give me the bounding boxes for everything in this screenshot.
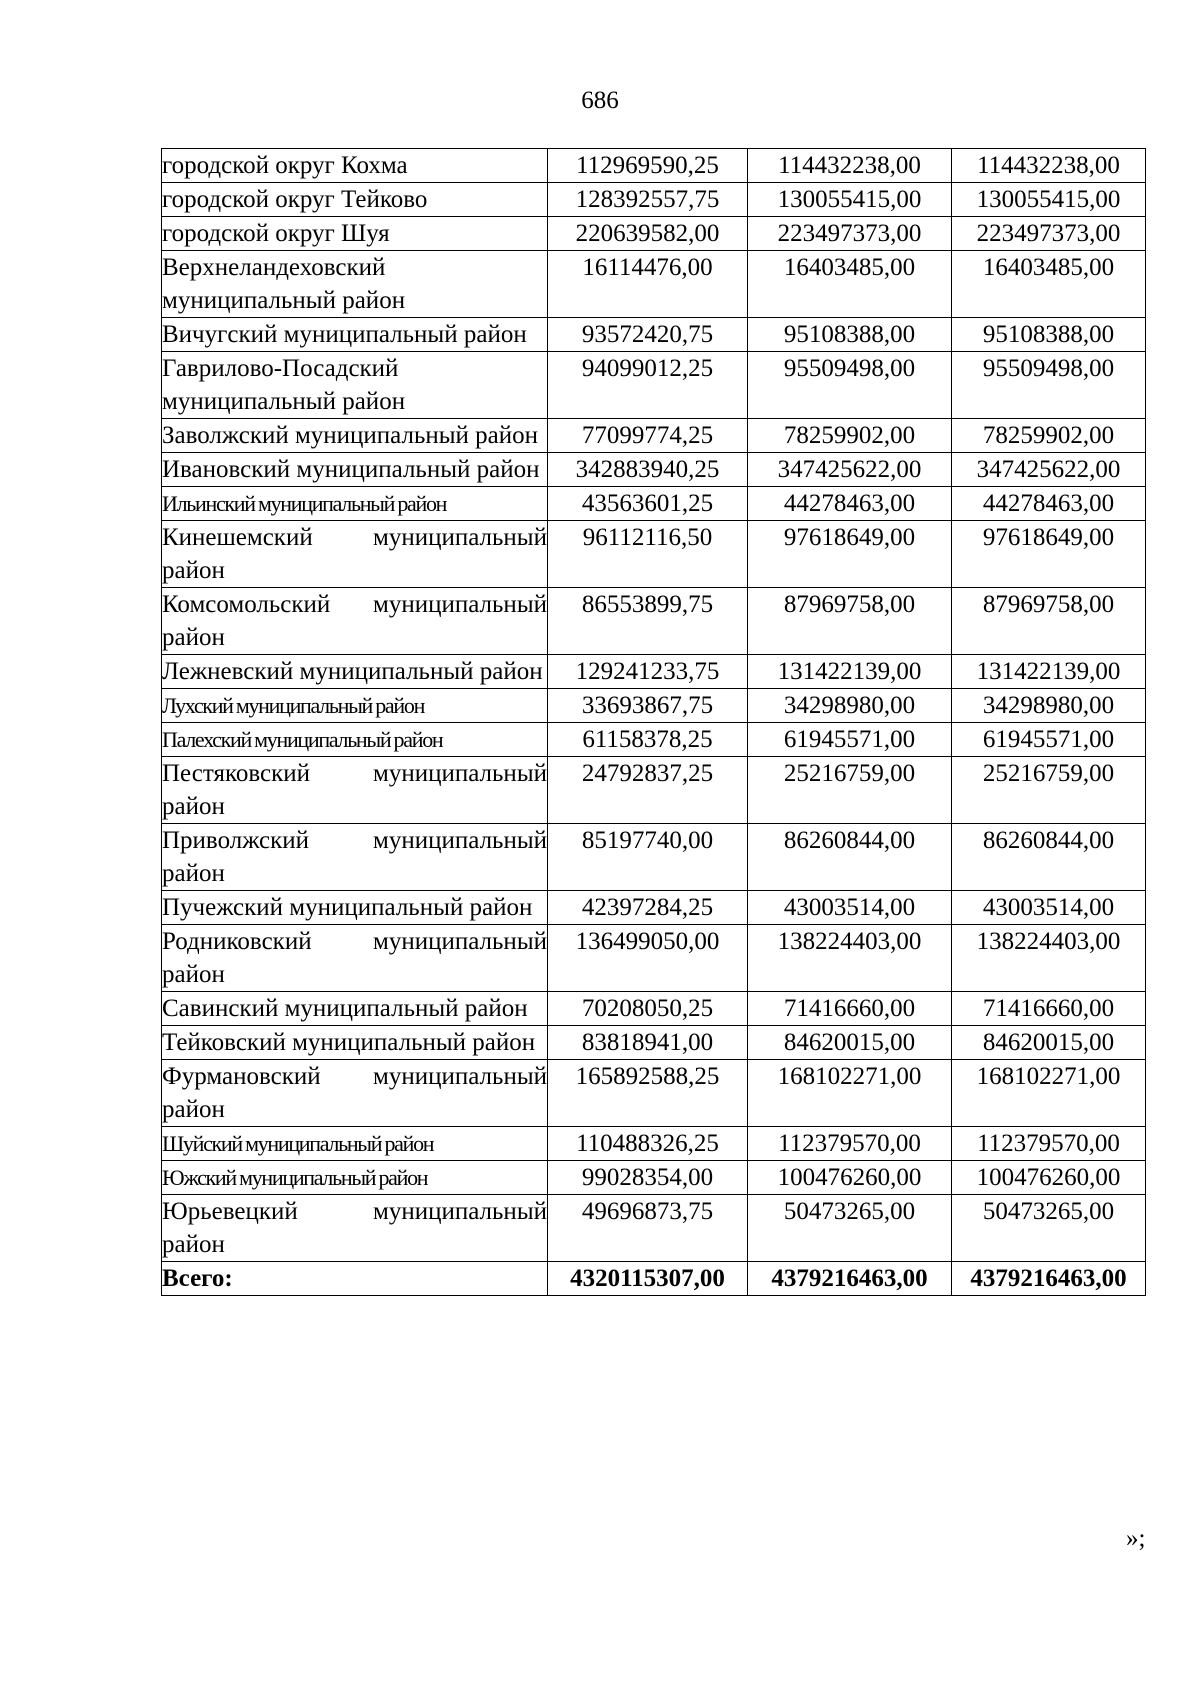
table-row: [162, 419, 1146, 453]
value-2: 61945571,00: [748, 723, 952, 757]
value-3: 114432238,00: [952, 149, 1146, 183]
total-label: Всего:: [162, 1262, 548, 1296]
table-row: [162, 824, 1146, 891]
value-3: 84620015,00: [952, 1026, 1146, 1060]
table-row: [162, 891, 1146, 925]
total-value-2: 4379216463,00: [748, 1262, 952, 1296]
value-2: 43003514,00: [748, 891, 952, 925]
value-2: 87969758,00: [748, 588, 952, 655]
total-row: [162, 1262, 1146, 1296]
municipality-name: Ивановский муниципальный район: [162, 453, 548, 487]
municipality-name: Гаврилово-Посадский муниципальный район: [162, 352, 548, 419]
municipality-name: Комсомольский муниципальный район: [162, 588, 548, 655]
value-3: 71416660,00: [952, 992, 1146, 1026]
value-1: 128392557,75: [548, 183, 748, 217]
table-row: [162, 689, 1146, 723]
value-3: 44278463,00: [952, 487, 1146, 521]
value-2: 95509498,00: [748, 352, 952, 419]
table-row: [162, 183, 1146, 217]
value-3: 138224403,00: [952, 925, 1146, 992]
page-number: 686: [581, 87, 619, 114]
value-3: 95509498,00: [952, 352, 1146, 419]
value-3: 95108388,00: [952, 318, 1146, 352]
value-1: 342883940,25: [548, 453, 748, 487]
value-1: 42397284,25: [548, 891, 748, 925]
municipality-name: Родниковский муниципальный район: [162, 925, 548, 992]
table-row: [162, 521, 1146, 588]
table-row: [162, 723, 1146, 757]
table-row: [162, 655, 1146, 689]
value-1: 61158378,25: [548, 723, 748, 757]
value-2: 16403485,00: [748, 251, 952, 318]
table-row: [162, 318, 1146, 352]
value-3: 78259902,00: [952, 419, 1146, 453]
value-1: 83818941,00: [548, 1026, 748, 1060]
value-1: 96112116,50: [548, 521, 748, 588]
budget-table: [161, 148, 1146, 1296]
municipality-name: Приволжский муниципальный район: [162, 824, 548, 891]
value-1: 110488326,25: [548, 1127, 748, 1161]
table-row: [162, 352, 1146, 419]
value-1: 86553899,75: [548, 588, 748, 655]
value-2: 97618649,00: [748, 521, 952, 588]
value-2: 86260844,00: [748, 824, 952, 891]
value-1: 136499050,00: [548, 925, 748, 992]
value-1: 16114476,00: [548, 251, 748, 318]
value-3: 25216759,00: [952, 757, 1146, 824]
municipality-name: Лежневский муниципальный район: [162, 655, 548, 689]
table-row: [162, 1026, 1146, 1060]
municipality-name: Пестяковский муниципальный район: [162, 757, 548, 824]
municipality-name: городской округ Тейково: [162, 183, 548, 217]
value-1: 49696873,75: [548, 1195, 748, 1262]
value-2: 130055415,00: [748, 183, 952, 217]
table-row: [162, 1195, 1146, 1262]
value-3: 97618649,00: [952, 521, 1146, 588]
value-3: 16403485,00: [952, 251, 1146, 318]
value-2: 347425622,00: [748, 453, 952, 487]
value-2: 95108388,00: [748, 318, 952, 352]
municipality-name: Палехский муниципальный район: [162, 723, 548, 757]
value-2: 44278463,00: [748, 487, 952, 521]
table-row: [162, 1127, 1146, 1161]
municipality-name: Пучежский муниципальный район: [162, 891, 548, 925]
value-3: 130055415,00: [952, 183, 1146, 217]
value-3: 168102271,00: [952, 1060, 1146, 1127]
value-3: 43003514,00: [952, 891, 1146, 925]
value-1: 93572420,75: [548, 318, 748, 352]
value-1: 99028354,00: [548, 1161, 748, 1195]
municipality-name: Савинский муниципальный район: [162, 992, 548, 1026]
municipality-name: Юрьевецкий муниципальный район: [162, 1195, 548, 1262]
municipality-name: Фурмановский муниципальный район: [162, 1060, 548, 1127]
value-1: 33693867,75: [548, 689, 748, 723]
value-3: 86260844,00: [952, 824, 1146, 891]
value-3: 61945571,00: [952, 723, 1146, 757]
value-3: 347425622,00: [952, 453, 1146, 487]
value-2: 112379570,00: [748, 1127, 952, 1161]
value-1: 129241233,75: [548, 655, 748, 689]
table-row: [162, 487, 1146, 521]
value-1: 112969590,25: [548, 149, 748, 183]
total-value-1: 4320115307,00: [548, 1262, 748, 1296]
table-row: [162, 1161, 1146, 1195]
value-2: 100476260,00: [748, 1161, 952, 1195]
municipality-name: Заволжский муниципальный район: [162, 419, 548, 453]
value-2: 223497373,00: [748, 217, 952, 251]
value-3: 87969758,00: [952, 588, 1146, 655]
value-1: 85197740,00: [548, 824, 748, 891]
municipality-name: городской округ Шуя: [162, 217, 548, 251]
municipality-name: Тейковский муниципальный район: [162, 1026, 548, 1060]
value-2: 168102271,00: [748, 1060, 952, 1127]
total-value-3: 4379216463,00: [952, 1262, 1146, 1296]
value-3: 223497373,00: [952, 217, 1146, 251]
value-2: 78259902,00: [748, 419, 952, 453]
value-2: 71416660,00: [748, 992, 952, 1026]
municipality-name: Верхнеландеховский муниципальный район: [162, 251, 548, 318]
value-1: 77099774,25: [548, 419, 748, 453]
value-1: 43563601,25: [548, 487, 748, 521]
municipality-name: Вичугский муниципальный район: [162, 318, 548, 352]
value-1: 165892588,25: [548, 1060, 748, 1127]
table-body: [162, 149, 1146, 1296]
value-3: 50473265,00: [952, 1195, 1146, 1262]
table-row: [162, 992, 1146, 1026]
value-2: 25216759,00: [748, 757, 952, 824]
municipality-name: Южский муниципальный район: [162, 1161, 548, 1195]
value-2: 138224403,00: [748, 925, 952, 992]
value-2: 84620015,00: [748, 1026, 952, 1060]
table-row: [162, 217, 1146, 251]
value-2: 131422139,00: [748, 655, 952, 689]
value-1: 70208050,25: [548, 992, 748, 1026]
value-3: 34298980,00: [952, 689, 1146, 723]
municipality-name: Лухский муниципальный район: [162, 689, 548, 723]
value-3: 100476260,00: [952, 1161, 1146, 1195]
value-3: 112379570,00: [952, 1127, 1146, 1161]
value-1: 220639582,00: [548, 217, 748, 251]
table-row: [162, 453, 1146, 487]
value-2: 114432238,00: [748, 149, 952, 183]
table-row: [162, 149, 1146, 183]
closing-quote-mark: »;: [1126, 1525, 1146, 1552]
table-row: [162, 925, 1146, 992]
table-row: [162, 757, 1146, 824]
value-2: 50473265,00: [748, 1195, 952, 1262]
municipality-name: городской округ Кохма: [162, 149, 548, 183]
municipality-name: Кинешемский муниципальный район: [162, 521, 548, 588]
value-1: 94099012,25: [548, 352, 748, 419]
municipality-name: Шуйский муниципальный район: [162, 1127, 548, 1161]
table-row: [162, 251, 1146, 318]
table-row: [162, 1060, 1146, 1127]
value-3: 131422139,00: [952, 655, 1146, 689]
value-1: 24792837,25: [548, 757, 748, 824]
value-2: 34298980,00: [748, 689, 952, 723]
municipality-name: Ильинский муниципальный район: [162, 487, 548, 521]
table-row: [162, 588, 1146, 655]
